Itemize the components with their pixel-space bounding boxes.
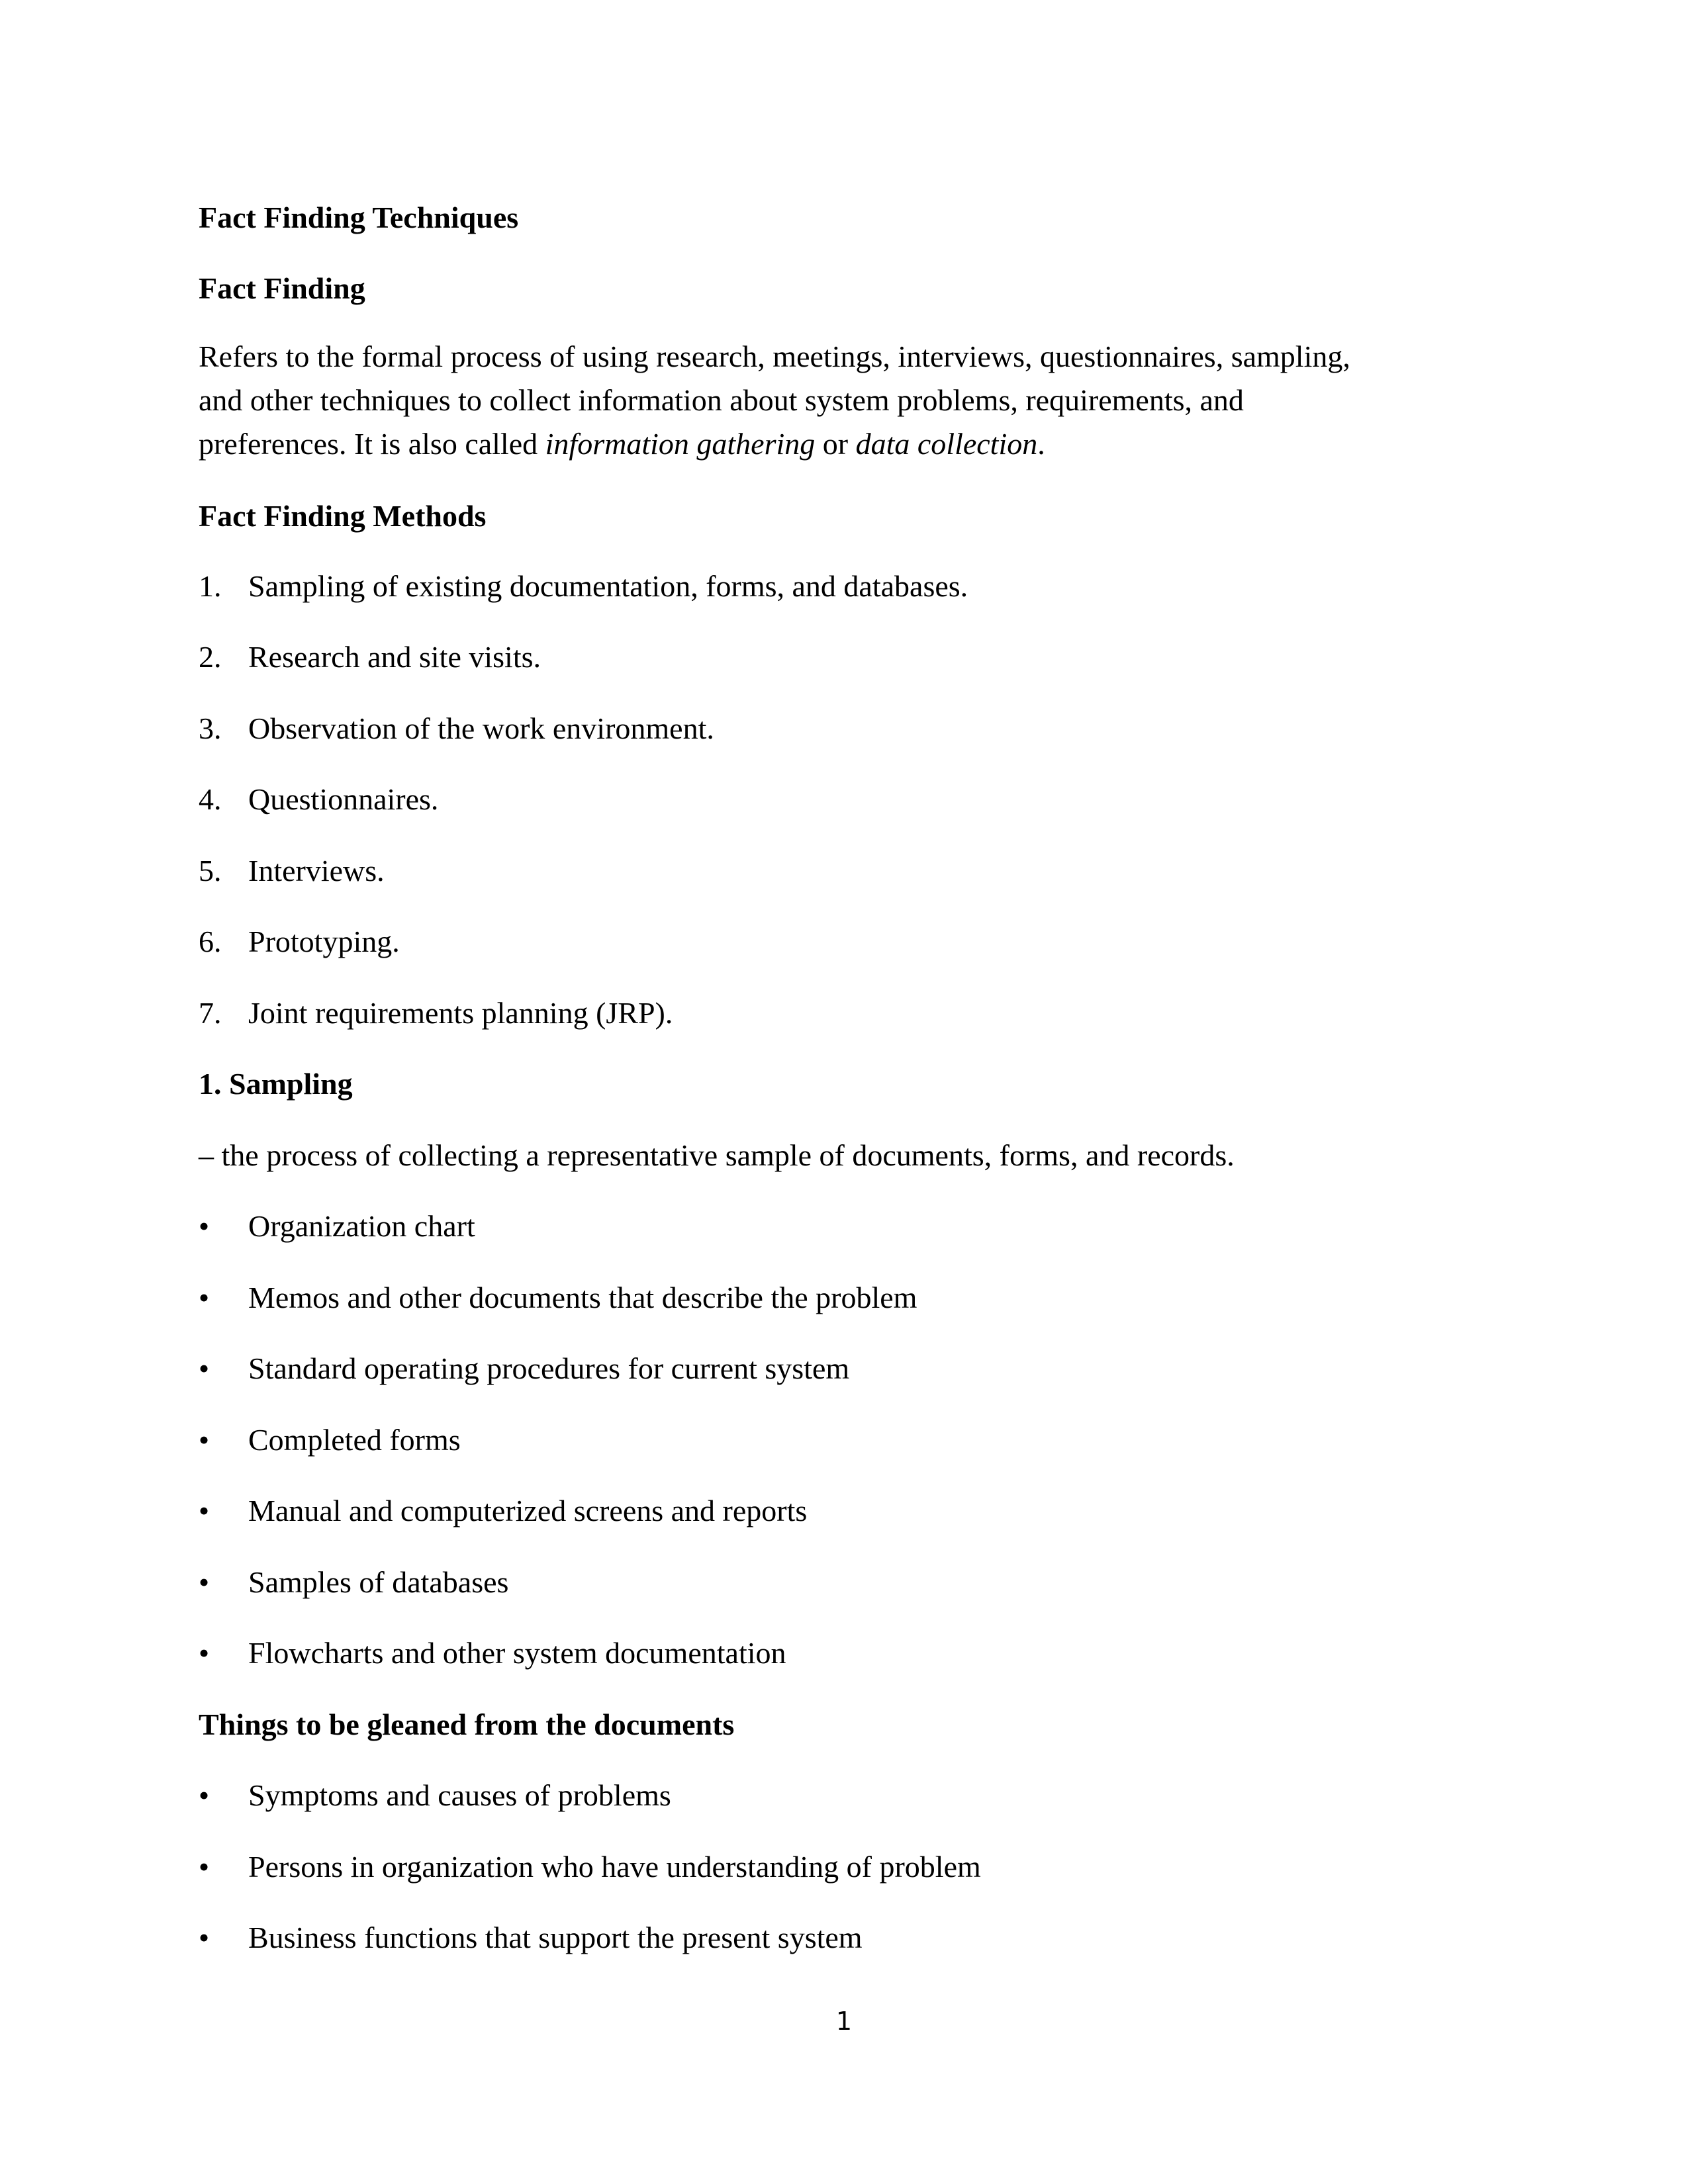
section-heading-sampling: 1. Sampling	[199, 1067, 353, 1101]
fact-finding-paragraph	[199, 335, 1496, 466]
list-item-number: 5.	[199, 854, 222, 887]
list-item-text: Standard operating procedures for current system	[248, 1351, 850, 1385]
list-item-text: Persons in organization who have understanding of problem	[248, 1850, 981, 1884]
bullet: •	[199, 1636, 210, 1670]
paragraph-line-2: and other techniques to collect information about system problems, requirements, and	[199, 383, 1244, 417]
term-data-collection: data collection	[855, 427, 1038, 461]
list-item-text: Prototyping.	[248, 925, 400, 958]
list-item-text: Organization chart	[248, 1209, 475, 1243]
list-item-text: Manual and computerized screens and reports	[248, 1494, 808, 1527]
list-item-text: Interviews.	[248, 854, 385, 887]
paragraph-line-3-start: preferences. It is also called	[199, 427, 545, 461]
bullet: •	[199, 1921, 210, 1954]
bullet: •	[199, 1209, 210, 1243]
list-item-number: 4.	[199, 782, 222, 816]
list-item-text: Observation of the work environment.	[248, 711, 714, 745]
list-item-text: Completed forms	[248, 1423, 461, 1457]
list-item-number: 7.	[199, 996, 222, 1030]
list-item-text: Sampling of existing documentation, forms, and databases.	[248, 569, 968, 603]
paragraph-line-3	[199, 422, 1496, 466]
paragraph-connector: or	[815, 427, 856, 461]
section-heading-gleaned: Things to be gleaned from the documents	[199, 1707, 735, 1741]
list-item-number: 3.	[199, 711, 222, 745]
term-information-gathering: information gathering	[545, 427, 816, 461]
section-heading-fact-finding: Fact Finding	[199, 271, 365, 305]
page-number: 1	[835, 2007, 853, 2036]
document-title: Fact Finding Techniques	[199, 201, 519, 234]
bullet: •	[199, 1850, 210, 1884]
list-item-number: 2.	[199, 640, 222, 674]
list-item-text: Symptoms and causes of problems	[248, 1778, 671, 1812]
list-item-text: Memos and other documents that describe the problem	[248, 1281, 917, 1314]
list-item-text: Research and site visits.	[248, 640, 541, 674]
paragraph-end: .	[1037, 427, 1045, 461]
list-item-number: 1.	[199, 569, 222, 603]
sampling-definition: – the process of collecting a representative sample of documents, forms, and records.	[199, 1138, 1235, 1172]
bullet: •	[199, 1281, 210, 1314]
list-item-text: Samples of databases	[248, 1565, 509, 1599]
list-item-text: Flowcharts and other system documentation	[248, 1636, 786, 1670]
list-item-text: Joint requirements planning (JRP).	[248, 996, 673, 1030]
list-item-text: Questionnaires.	[248, 782, 439, 816]
bullet: •	[199, 1351, 210, 1385]
section-heading-methods: Fact Finding Methods	[199, 499, 487, 533]
bullet: •	[199, 1565, 210, 1599]
list-item-number: 6.	[199, 925, 222, 958]
paragraph-line-1: Refers to the formal process of using research, meetings, interviews, questionnaires, sampling,	[199, 340, 1350, 373]
bullet: •	[199, 1778, 210, 1812]
bullet: •	[199, 1494, 210, 1527]
bullet: •	[199, 1423, 210, 1457]
list-item-text: Business functions that support the present system	[248, 1921, 863, 1954]
